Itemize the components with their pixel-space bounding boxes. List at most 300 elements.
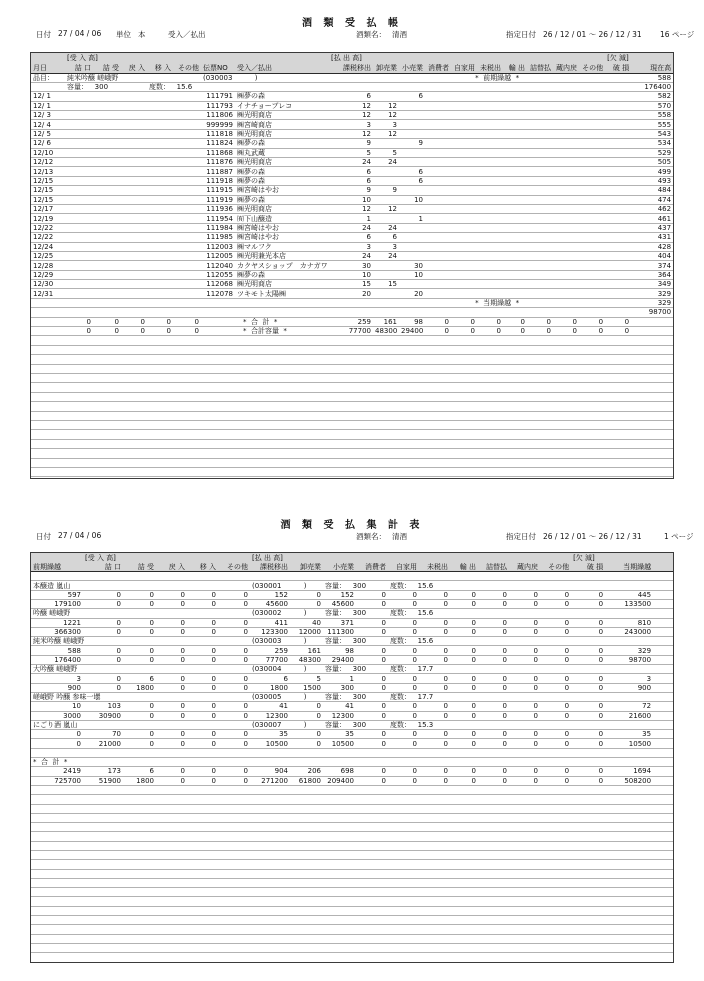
cell-home-use: 0 [388,711,419,720]
cell-other-in: 0 [218,627,250,636]
cell-fill-receive: 0 [123,711,156,720]
cell-fill: 0 [83,590,123,599]
cell-opening: 588 [31,646,83,655]
cell-other-out: 0 [540,711,571,720]
total-zero: 0 [147,317,173,326]
cell-wholesale: 3 [373,242,399,251]
cell-closing: 445 [605,590,653,599]
total-zero: 0 [65,317,93,326]
product-header-row [31,692,673,701]
cell-return-in: 0 [156,590,187,599]
cell-return-in: 0 [156,646,187,655]
cell-empty [31,53,65,63]
cell-empty [579,176,605,185]
cell-wholesale [373,270,399,279]
cell-fill: 70 [83,730,123,739]
cell-empty [605,233,631,242]
cell-taxable-out: 45600 [250,599,290,608]
empty-row [31,430,673,439]
cell-return-in: 0 [156,739,187,748]
cell-empty [653,683,673,692]
cell-empty [425,280,451,289]
cell-other-out: 0 [540,730,571,739]
cell-breakage: 0 [571,776,605,785]
total-volume-taxable-out: 77700 [329,327,373,336]
cell-empty [653,730,673,739]
ledger-row [31,158,673,167]
summary-info-line [0,531,704,542]
cell-empty [451,251,477,260]
cell-untaxed-out: 0 [419,702,450,711]
cell-empty [451,186,477,195]
cell-empty [477,158,503,167]
cell-empty [478,720,673,729]
total-taxable-out: 259 [329,317,373,326]
total-zero: 0 [503,317,527,326]
cell-empty [527,280,553,289]
unit-label: 単位 [116,30,131,39]
col-return-in: 戻 入 [156,562,187,571]
ledger-row [31,111,673,120]
col-other-out: その他 [579,63,605,73]
cell-warehouse-return: 0 [509,776,540,785]
cell-retail [399,120,425,129]
ledger-rows [31,92,673,299]
col-date: 月日 [31,63,65,73]
cell-empty [527,233,553,242]
cell-home-use: 0 [388,730,419,739]
cell-empty [653,627,673,636]
cell-transfer-in: 0 [187,655,218,664]
cell-partner: カクヤスショップ カナガワ [237,261,328,270]
ledger-row [31,223,673,232]
product-qty-row [31,646,673,655]
cell-home-use: 0 [388,702,419,711]
cell-breakage: 0 [571,674,605,683]
cell-empty [653,776,673,785]
cell-closing: 329 [605,646,653,655]
cell-empty [65,120,93,129]
cell-empty [451,139,477,148]
summary-title: 酒 類 受 払 集 計 表 [280,520,424,531]
cell-empty [31,813,673,822]
cell-capacity: 容量： 300 [323,581,388,590]
cell-doc-no: 111818 [201,129,235,138]
cell-wholesale: 24 [373,223,399,232]
kind-label: 酒類名： [356,532,386,541]
cell-empty [503,120,527,129]
cell-empty [65,158,93,167]
cell-retail: 209400 [323,776,356,785]
cell-product-name: 本醸造 嵐山 [31,581,250,590]
ledger-row [31,214,673,223]
col-retail: 小売業 [323,562,356,571]
cell-empty [527,242,553,251]
cell-home-use: 0 [388,674,419,683]
cell-empty [527,167,553,176]
cell-untaxed-out: 0 [419,590,450,599]
cell-doc-no: 111887 [201,167,235,176]
cell-breakage: 0 [571,655,605,664]
cell-wholesale [373,214,399,223]
ledger-row [31,92,673,101]
cell-doc-no: 112055 [201,270,235,279]
cell-empty [425,139,451,148]
cell-empty [451,176,477,185]
date-value: 27 / 04 / 06 [58,531,102,540]
col-closing: 当期繰越 [605,562,653,571]
cell-empty [553,111,579,120]
cell-empty [31,888,673,897]
cell-taxable-out: 15 [329,280,373,289]
cell-other-out: 0 [540,599,571,608]
cell-empty [653,618,673,627]
empty-row [31,943,673,952]
empty-row [31,383,673,392]
cell-empty [93,270,121,279]
item-alcohol: 度数： 15.6 [147,82,235,91]
cell-closing: 72 [605,702,653,711]
cell-empty [31,823,673,832]
cell-fill: 173 [83,767,123,776]
cell-fill: 30900 [83,711,123,720]
grand-total-value-rows [31,767,673,786]
cell-empty [31,439,673,448]
cell-opening: 597 [31,590,83,599]
cell-wholesale: 61800 [290,776,323,785]
opening-balance-vol: 176400 [631,82,673,91]
cell-empty [451,195,477,204]
cell-empty [93,233,121,242]
cell-untaxed-out: 0 [419,767,450,776]
cell-consumer: 0 [356,683,388,692]
cell-empty [235,82,631,91]
cell-date: 12/ 4 [31,120,65,129]
cell-wholesale: 0 [290,702,323,711]
summary-total-rows [31,748,673,767]
empty-row [31,851,673,860]
cell-fill-receive: 1800 [123,776,156,785]
col-taxable-out: 課税移出 [329,63,373,73]
cell-empty [425,176,451,185]
cell-empty [31,317,65,326]
cell-empty [527,120,553,129]
cell-date: 12/15 [31,186,65,195]
cell-doc-no: 111954 [201,214,235,223]
grand-total-label-row [31,758,673,767]
cell-opening: 10 [31,702,83,711]
cell-empty [121,195,147,204]
cell-empty [201,53,329,63]
cell-wholesale: 0 [290,711,323,720]
cell-retail: 29400 [323,655,356,664]
cell-product-name: にごり酒 嵐山 [31,720,250,729]
cell-empty [65,111,93,120]
cell-empty [579,101,605,110]
cell-empty [93,129,121,138]
closing-balance-vol: 98700 [631,308,673,317]
cell-fill: 0 [83,646,123,655]
cell-empty [31,308,631,317]
cell-empty [65,233,93,242]
cell-retail [399,280,425,289]
cell-taxable-out: 12 [329,111,373,120]
cell-empty [477,92,503,101]
cell-empty [579,158,605,167]
cell-empty [605,242,631,251]
kind-label: 酒類名： [356,30,386,39]
cell-return-in: 0 [156,655,187,664]
product-header-row [31,609,673,618]
empty-row [31,823,673,832]
cell-empty [553,139,579,148]
cell-home-use: 0 [388,776,419,785]
total-zero: 0 [425,317,451,326]
cell-taxable-out: 9 [329,186,373,195]
cell-doc-no: 111919 [201,195,235,204]
cell-empty [527,251,553,260]
cell-balance: 493 [631,176,673,185]
cell-empty [451,148,477,157]
cell-empty [65,214,93,223]
cell-empty [605,129,631,138]
cell-breakage: 0 [571,702,605,711]
cell-transfer-in: 0 [187,590,218,599]
cell-breakage: 0 [571,739,605,748]
cell-doc-no: 112003 [201,242,235,251]
cell-empty [121,158,147,167]
cell-transfer-in: 0 [187,767,218,776]
cell-partner: ㈱丸武蔵 [235,148,329,157]
cell-empty [173,148,201,157]
cell-retail [399,129,425,138]
cell-empty [31,374,673,383]
cell-empty [425,223,451,232]
cell-empty [93,204,121,213]
product-vol-row [31,599,673,608]
col-export: 輸 出 [503,63,527,73]
grand-total-label: * 合 計 * [31,758,123,767]
cell-empty [527,148,553,157]
cell-empty [31,572,673,581]
cell-empty [503,148,527,157]
empty-row [31,832,673,841]
total-count-row [31,317,673,326]
cell-export: 0 [450,739,478,748]
cell-empty [579,270,605,279]
cell-empty [425,158,451,167]
cell-empty [121,289,147,298]
cell-warehouse-return: 0 [509,739,540,748]
cell-empty [121,214,147,223]
cell-home-use: 0 [388,646,419,655]
total-zero: 0 [605,327,631,336]
cell-empty [527,92,553,101]
cell-other-in: 0 [218,599,250,608]
cell-partner: ㈱宮崎商店 [235,120,329,129]
cell-empty [65,223,93,232]
cell-wholesale: 24 [373,158,399,167]
col-wholesale: 卸売業 [373,63,399,73]
cell-empty [527,129,553,138]
cell-warehouse-return: 0 [509,599,540,608]
col-home-use: 自家用 [388,562,419,571]
cell-taxable-out: 411 [250,618,290,627]
cell-fill-receive: 0 [123,646,156,655]
item-code: (030003 ) [201,73,373,82]
cell-empty [579,214,605,223]
cell-transfer-in: 0 [187,646,218,655]
cell-empty [121,167,147,176]
cell-empty [121,129,147,138]
empty-row [31,336,673,345]
cell-partner: ㈱夢の森 [235,195,329,204]
cell-closing: 508200 [605,776,653,785]
cell-empty [451,204,477,213]
cell-empty [527,261,553,270]
col-consumer: 消費者 [356,562,388,571]
cell-empty [605,195,631,204]
empty-row [31,925,673,934]
cell-empty [173,92,201,101]
cell-export: 0 [450,655,478,664]
cell-doc-no: 111806 [201,111,235,120]
cell-empty [173,167,201,176]
cell-empty [31,402,673,411]
cell-empty [477,289,503,298]
range-value: 26 / 12 / 01 ～ 26 / 12 / 31 [543,532,642,541]
cell-empty [553,289,579,298]
empty-row [31,411,673,420]
cell-empty [31,785,673,794]
cell-taxable-out: 12 [329,204,373,213]
cell-empty [503,195,527,204]
empty-row [31,860,673,869]
cell-empty [503,242,527,251]
cell-empty [121,233,147,242]
total-volume-row [31,327,673,336]
cell-empty [31,336,673,345]
cell-other-in: 0 [218,655,250,664]
cell-doc-no: 111915 [201,186,235,195]
cell-empty [553,223,579,232]
cell-empty [477,251,503,260]
cell-empty [425,261,451,270]
cell-empty [65,251,93,260]
cell-home-use: 0 [388,655,419,664]
cell-opening: 2419 [31,767,83,776]
cell-empty [425,270,451,279]
cell-empty [65,242,93,251]
cell-empty [31,925,673,934]
cell-empty [65,289,93,298]
cell-empty [173,186,201,195]
cell-refill-out: 0 [478,730,509,739]
cell-date: 12/15 [31,195,65,204]
cell-empty [121,111,147,120]
cell-export: 0 [450,590,478,599]
product-vol-row [31,711,673,720]
cell-empty [147,280,173,289]
page-number: 16 ページ [660,30,695,39]
cell-empty [579,204,605,213]
cell-empty [31,795,673,804]
cell-partner: ㈱夢の森 [235,270,329,279]
cell-transfer-in: 0 [187,776,218,785]
cell-retail: 98 [323,646,356,655]
cell-empty [65,167,93,176]
cell-wholesale: 15 [373,280,399,289]
cell-retail: 45600 [323,599,356,608]
cell-empty [579,186,605,195]
cell-empty [477,186,503,195]
cell-refill-out: 0 [478,711,509,720]
cell-partner: ㈱夢の森 [235,92,329,101]
col-return-in: 戻 入 [121,63,147,73]
cell-partner: ㈱光明商店 [235,158,329,167]
cell-transfer-in: 0 [187,702,218,711]
cell-balance: 505 [631,158,673,167]
cell-empty [605,280,631,289]
cell-empty [93,214,121,223]
cell-empty [425,92,451,101]
cell-empty [631,327,673,336]
ledger-row [31,101,673,110]
cell-empty [31,420,673,429]
cell-empty [527,158,553,167]
product-qty-row [31,590,673,599]
cell-warehouse-return: 0 [509,674,540,683]
total-zero: 0 [451,327,477,336]
cell-empty [31,449,673,458]
cell-closing: 98700 [605,655,653,664]
unit-value: 本 [138,30,146,39]
ledger-row [31,280,673,289]
total-retail: 98 [399,317,425,326]
cell-empty [65,176,93,185]
cell-empty [503,186,527,195]
cell-alcohol: 度数： 17.7 [388,665,478,674]
cell-retail [399,101,425,110]
cell-empty [31,327,65,336]
cell-other-in: 0 [218,711,250,720]
cell-empty [579,139,605,148]
cell-empty [123,758,673,767]
cell-other-out: 0 [540,776,571,785]
cell-other-in: 0 [218,767,250,776]
cell-closing: 10500 [605,739,653,748]
cell-consumer: 0 [356,776,388,785]
cell-empty [425,111,451,120]
cell-consumer: 0 [356,627,388,636]
cell-refill-out: 0 [478,702,509,711]
cell-empty [605,111,631,120]
cell-fill: 0 [83,655,123,664]
cell-return-in: 0 [156,627,187,636]
cell-taxable-out: 6 [329,233,373,242]
cell-empty [173,261,201,270]
cell-empty [31,383,673,392]
cell-empty [31,355,673,364]
cell-empty [605,158,631,167]
cell-other-out: 0 [540,618,571,627]
cell-empty [451,280,477,289]
cell-empty [65,92,93,101]
cell-empty [653,562,673,571]
cell-doc-no: 111868 [201,148,235,157]
cell-empty [553,167,579,176]
cell-empty [451,214,477,223]
